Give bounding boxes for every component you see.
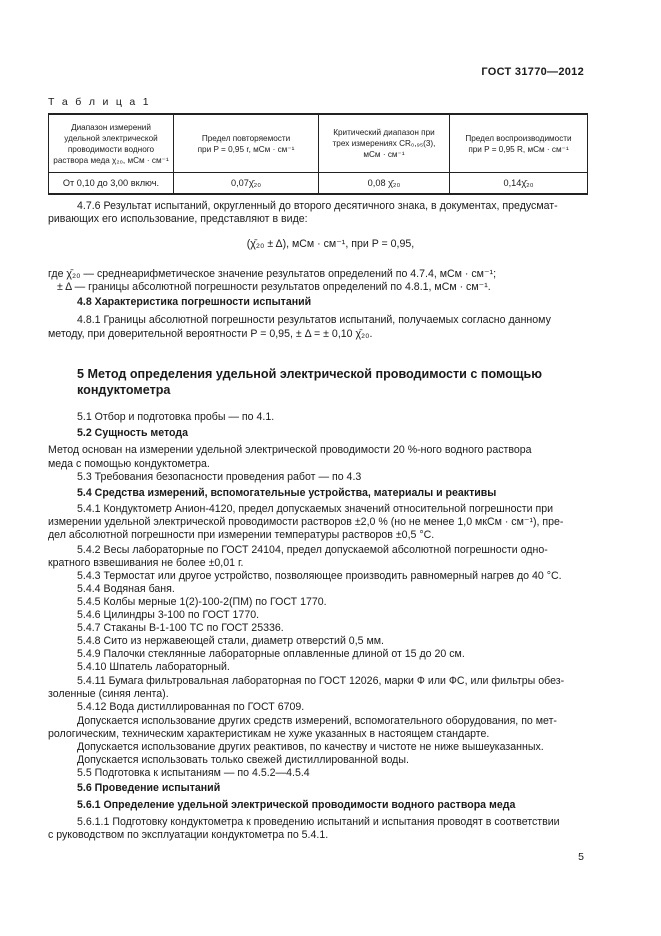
paragraph-line: Допускается использовать только свежей дистиллированной воды. <box>77 754 409 766</box>
paragraph-line: 4.8.1 Границы абсолютной погрешности результатов испытаний, получаемых согласно данному <box>77 314 551 326</box>
paragraph-line: меда с помощью кондуктометра. <box>48 458 210 470</box>
col-header-reproducibility-line: при P = 0,95 R, мСм · см⁻¹ <box>468 144 569 154</box>
paragraph-line: ривающих его использование, представляют в виде: <box>48 213 308 225</box>
col-header-repeatability <box>174 114 319 173</box>
paragraph-line: золенные (синяя лента). <box>48 688 169 700</box>
col-header-critical-range-line: мСм · см⁻¹ <box>363 150 405 159</box>
subsection-heading: 4.8 Характеристика погрешности испытаний <box>77 296 312 308</box>
document-code: ГОСТ 31770—2012 <box>481 66 584 78</box>
paragraph-line: Допускается использование других реактивов, по качеству и чистоте не ниже вышеуказанных. <box>77 741 544 753</box>
paragraph-line: 5.4.1 Кондуктометр Анион-4120, предел допускаемых значений относительной погрешности при <box>77 503 554 515</box>
col-header-repeatability-line: при P = 0,95 r, мСм · см⁻¹ <box>197 144 295 154</box>
paragraph-line: ± Δ — границы абсолютной погрешности результатов определений по 4.8.1, мСм · см⁻¹. <box>57 281 491 293</box>
table-cell: 0,14χ̄₂₀ <box>450 173 588 195</box>
precision-table <box>48 113 588 195</box>
col-header-critical-range <box>319 114 450 173</box>
table-header-row <box>49 114 588 173</box>
col-header-repeatability-line: Предел повторяемости <box>201 133 291 143</box>
paragraph-line: 5.4.9 Палочки стеклянные лабораторные оплавленные длиной от 15 до 20 см. <box>77 648 465 660</box>
paragraph-line: дел абсолютной погрешности при измерении температуры растворов ±0,5 °С. <box>48 529 435 541</box>
paragraph-line: 5.6.1.1 Подготовку кондуктометра к проведению испытаний и испытания проводят в соответствии <box>77 816 560 828</box>
table-cell: От 0,10 до 3,00 включ. <box>49 173 174 195</box>
table-caption: Т а б л и ц а 1 <box>48 96 151 108</box>
table-cell: 0,07χ̄₂₀ <box>174 173 319 195</box>
col-header-range-line: раствора меда χ₂₀, мСм · см⁻¹ <box>53 155 169 165</box>
page-number: 5 <box>578 851 584 863</box>
subsection-heading: 5.4 Средства измерений, вспомогательные устройства, материалы и реактивы <box>77 487 497 499</box>
paragraph-line: 5.4.12 Вода дистиллированная по ГОСТ 6709. <box>77 701 305 713</box>
col-header-reproducibility <box>450 114 588 173</box>
paragraph-line: где χ̄₂₀ — среднеарифметическое значение результатов определений по 4.7.4, мСм · см⁻¹; <box>48 268 497 280</box>
paragraph-line: 5.1 Отбор и подготовка пробы — по 4.1. <box>77 411 275 423</box>
col-header-reproducibility-line: Предел воспроизводимости <box>465 133 572 143</box>
col-header-range <box>49 114 174 173</box>
col-header-range-line: удельной электрической <box>64 133 158 143</box>
subsection-heading: 5.2 Сущность метода <box>77 427 189 439</box>
paragraph-line: 5.4.7 Стаканы В-1-100 ТС по ГОСТ 25336. <box>77 622 284 634</box>
paragraph-line: 5.4.6 Цилиндры 3-100 по ГОСТ 1770. <box>77 609 260 621</box>
paragraph-line: 5.4.8 Сито из нержавеющей стали, диаметр отверстий 0,5 мм. <box>77 635 384 647</box>
section-heading: 5 Метод определения удельной электрической проводимости с помощью кондуктометра <box>77 367 542 397</box>
subsection-heading: 5.6.1 Определение удельной электрической проводимости водного раствора меда <box>77 799 516 811</box>
col-header-critical-range-line: трех измерениях CR₀,₉₅(3), <box>332 139 436 148</box>
paragraph-line: рологическим, техническим характеристикам не хуже указанных в настоящем стандарте. <box>48 728 490 740</box>
paragraph-line: 5.4.4 Водяная баня. <box>77 583 175 595</box>
subsection-heading: 5.6 Проведение испытаний <box>77 782 221 794</box>
paragraph-line: 5.3 Требования безопасности проведения работ — по 4.3 <box>77 471 362 483</box>
paragraph-line: с руководством по эксплуатации кондуктометра по 5.4.1. <box>48 829 329 841</box>
paragraph-line: 5.4.11 Бумага фильтровальная лабораторная по ГОСТ 12026, марки Ф или ФС, или фильтры обез- <box>77 675 565 687</box>
paragraph-line: 5.4.2 Весы лабораторные по ГОСТ 24104, предел допускаемой абсолютной погрешности одно- <box>77 544 548 556</box>
table-row <box>49 173 588 195</box>
paragraph-line: кратного взвешивания не более ±0,01 г. <box>48 557 244 569</box>
col-header-range-line: проводимости водного <box>67 144 155 154</box>
paragraph-line: 5.4.10 Шпатель лабораторный. <box>77 661 230 673</box>
paragraph-line: измерении удельной электрической проводимости растворов ±2,0 % (но не менее 1,0 мкСм · см⁻¹), пре- <box>48 516 564 528</box>
paragraph-line: 5.4.3 Термостат или другое устройство, позволяющее производить равномерный нагрев до 40 °С. <box>77 570 562 582</box>
paragraph-line: Допускается использование других средств измерений, вспомогательного оборудования, по мет- <box>77 715 557 727</box>
formula: (χ̄₂₀ ± Δ), мСм · см⁻¹, при P = 0,95, <box>246 238 415 250</box>
paragraph-line: 5.5 Подготовка к испытаниям — по 4.5.2—4.5.4 <box>77 767 310 779</box>
paragraph-line: 5.4.5 Колбы мерные 1(2)-100-2(ПМ) по ГОСТ 1770. <box>77 596 327 608</box>
table-cell: 0,08 χ̄₂₀ <box>319 173 450 195</box>
col-header-range-line: Диапазон измерений <box>71 122 151 132</box>
paragraph-line: методу, при доверительной вероятности P = 0,95, ± Δ = ± 0,10 χ̄₂₀. <box>48 328 373 340</box>
paragraph-line: Метод основан на измерении удельной электрической проводимости 20 %-ного водного раствора <box>48 444 532 456</box>
paragraph-line: 4.7.6 Результат испытаний, округленный до второго десятичного знака, в документах, предусмат- <box>77 200 558 212</box>
col-header-critical-range-line: Критический диапазон при <box>333 128 435 137</box>
